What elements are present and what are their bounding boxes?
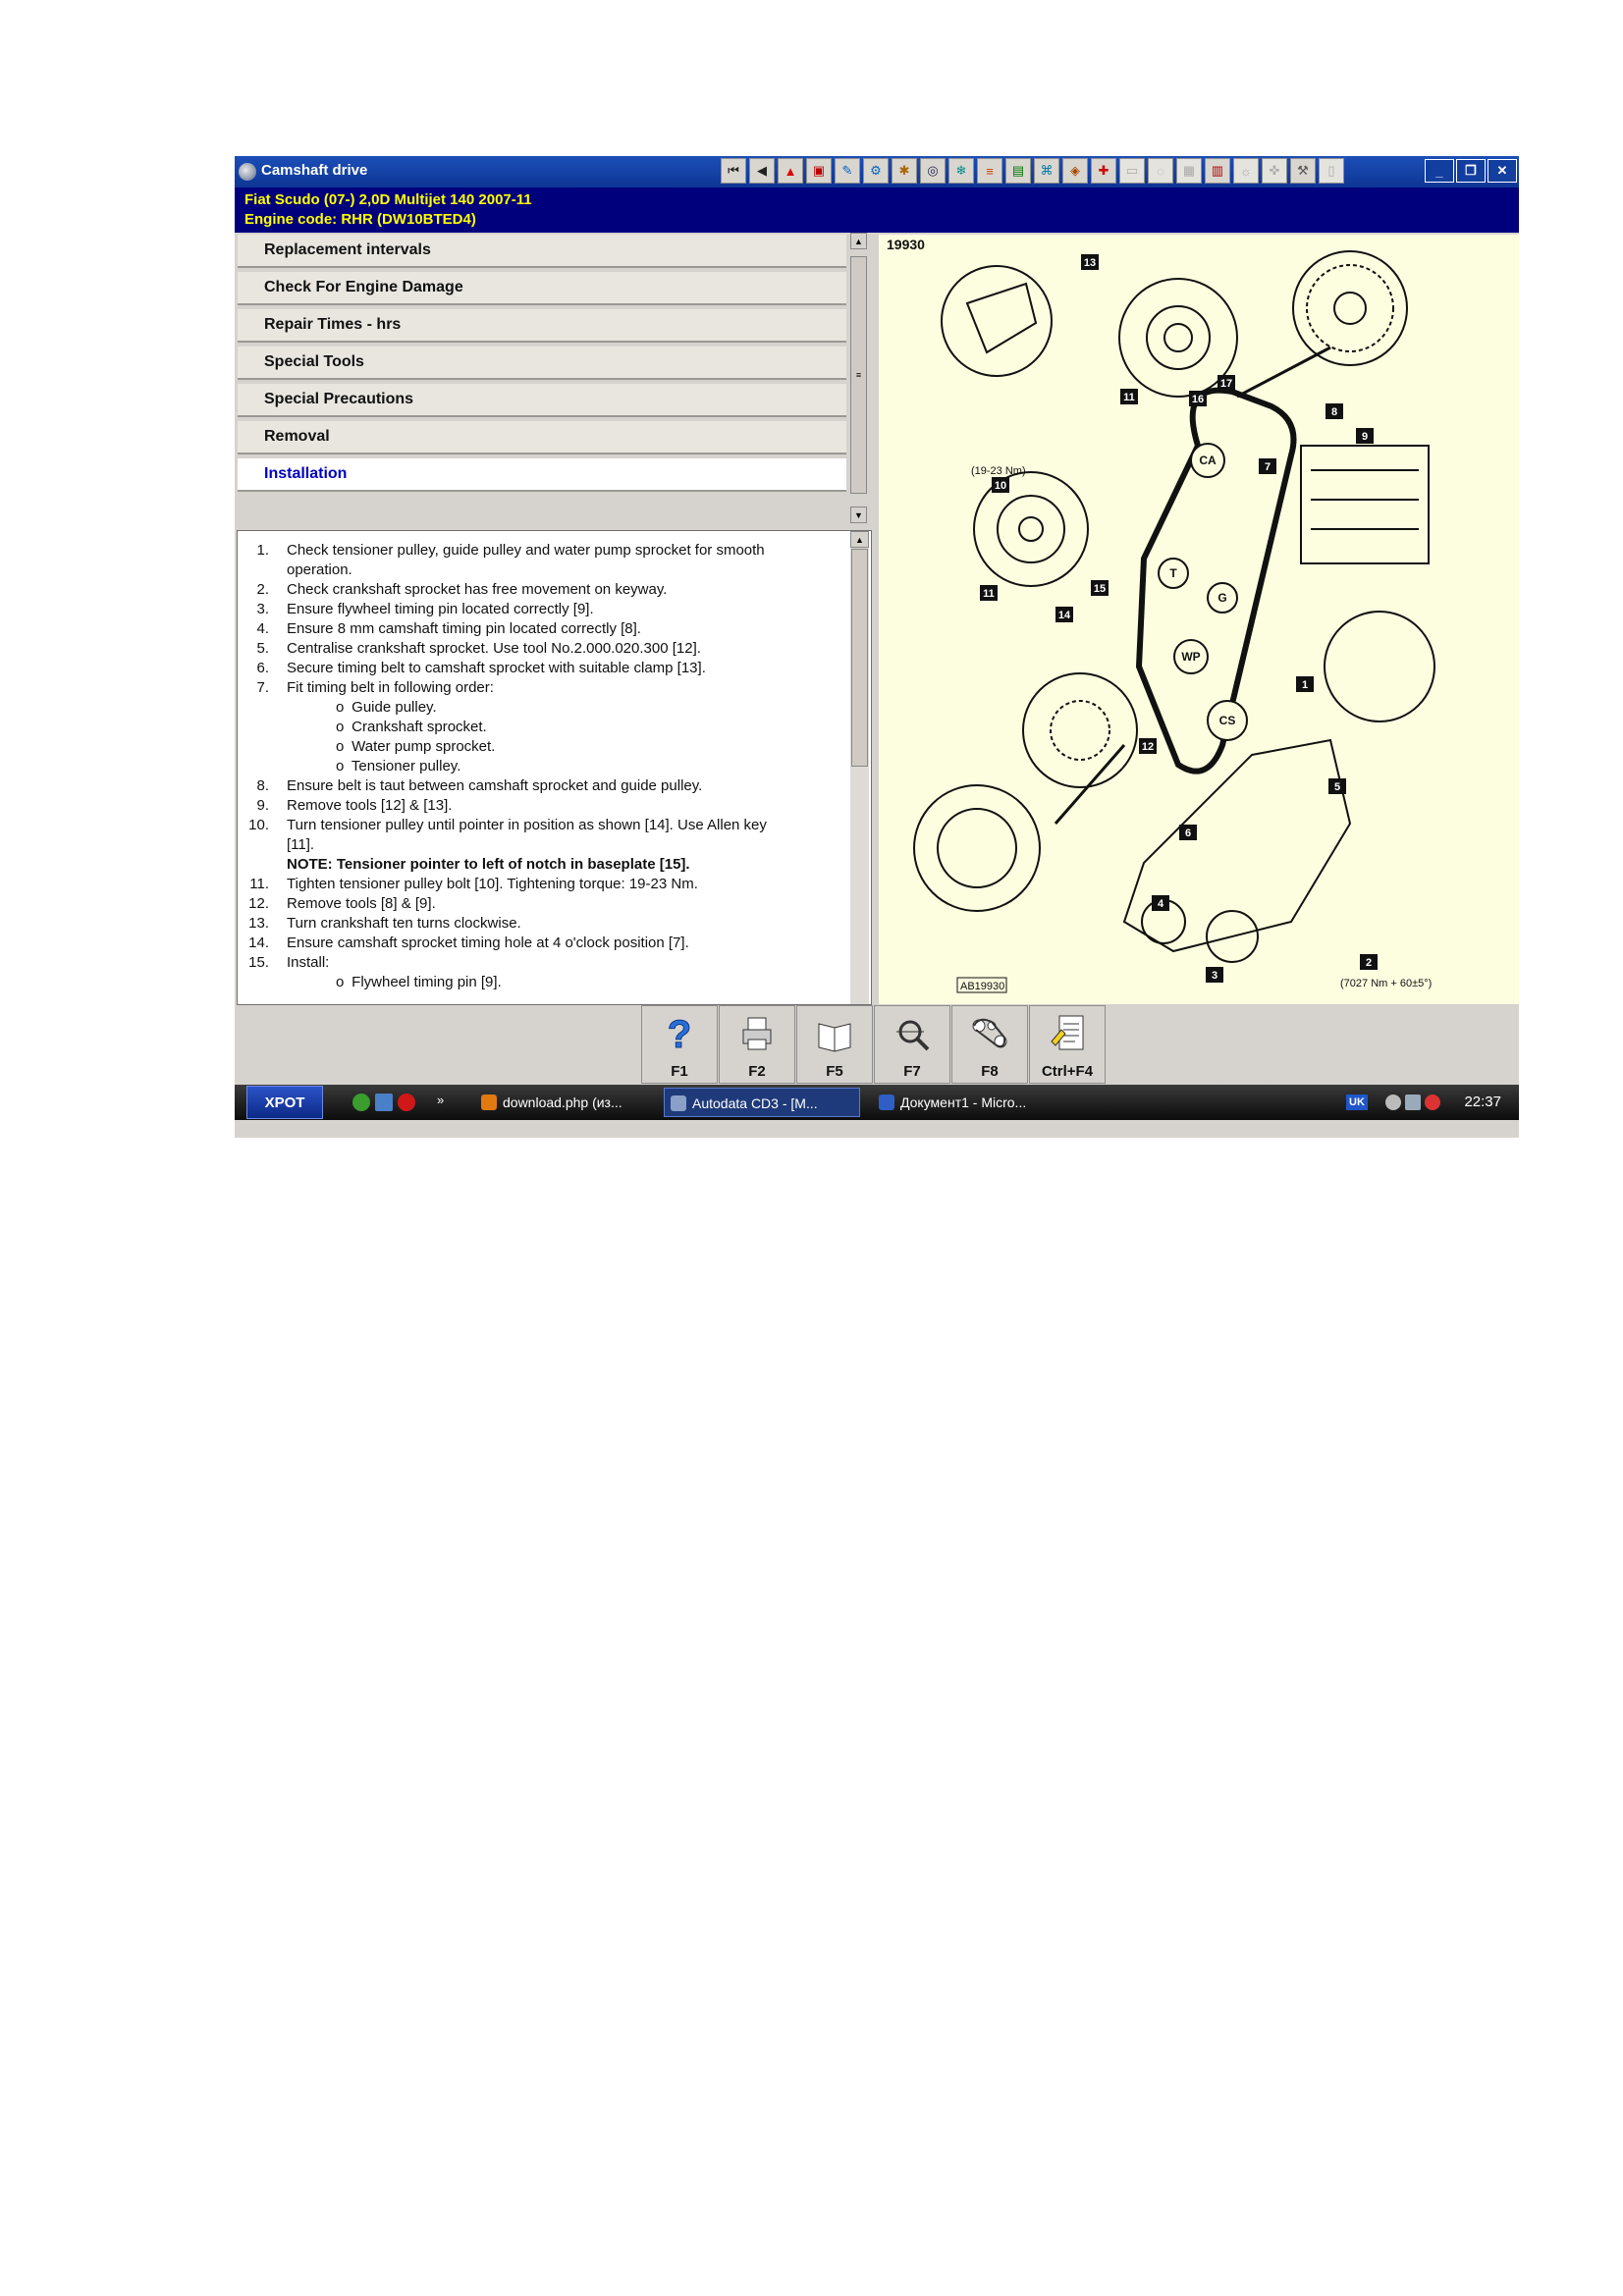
opera-icon[interactable] [398,1094,415,1111]
callout-5 [1328,778,1346,794]
pulley-label-wp: WP [1181,650,1201,664]
injection-icon[interactable]: ✎ [835,158,860,184]
callout-16 [1189,391,1207,406]
magnifier-icon [893,1012,932,1057]
quicklaunch-chevron-icon[interactable]: » [437,1093,445,1107]
svg-text:6: 6 [1184,828,1192,839]
engine-block-sketch [1301,446,1429,563]
f2-print-button[interactable]: F2 [719,1005,795,1084]
warning-icon[interactable]: ▲ [778,158,803,184]
service-icon[interactable]: ✚ [1091,158,1116,184]
scroll-down-icon[interactable]: ▼ [850,507,867,523]
callout-4 [1152,895,1169,911]
window-title: Camshaft drive [261,162,368,179]
svg-text:14: 14 [1057,610,1071,621]
svg-text:15: 15 [1093,583,1107,595]
detail-circle-crank-sprocket [1023,673,1137,787]
menu-item-special-precautions[interactable]: Special Precautions [238,384,846,417]
list-item: o Tensioner pulley. [336,758,461,774]
callout-11 [1120,389,1138,404]
svg-text:1: 1 [1301,679,1309,691]
disabled-tool-icon: ▯ [1319,158,1344,184]
system-tray [1323,1085,1519,1120]
detail-circle-tool [914,785,1040,911]
diagnostics-icon[interactable]: ▣ [806,158,832,184]
security-icon[interactable] [1425,1095,1440,1110]
detail-circle-cam-sprocket [1293,251,1407,365]
instructions-scrollbar[interactable] [850,531,869,1004]
firefox-icon [481,1095,497,1110]
detail-circle-tensioner-set [974,472,1088,586]
book-icon [815,1012,854,1057]
disabled-tool-icon: ✜ [1262,158,1287,184]
notes-icon [1048,1012,1087,1057]
tuning-icon[interactable]: ✱ [892,158,917,184]
app-icon [239,163,256,181]
first-page-icon[interactable]: ⏮ [721,158,746,184]
menu-item-check-engine-damage[interactable]: Check For Engine Damage [238,272,846,305]
leader-line [1055,745,1124,824]
autodata-window [235,156,1519,1138]
taskbar [235,1085,1519,1120]
menu-item-removal[interactable]: Removal [238,421,846,454]
autodata-icon [671,1095,686,1111]
function-key-bar [235,1005,1519,1085]
callout-13 [1081,254,1099,270]
disabled-tool-icon: ◌ [1148,158,1173,184]
window-controls [1425,159,1517,183]
leader-line [1237,347,1330,397]
pulley-label-ca: CA [1199,454,1217,467]
callout-3 [1206,967,1223,983]
pulley-label-t: T [1169,566,1177,580]
printer-icon [737,1012,777,1057]
belt-icon [970,1012,1009,1057]
diagram-id: 19930 [887,237,925,252]
svg-text:11: 11 [1123,392,1135,403]
menu-item-special-tools[interactable]: Special Tools [238,347,846,380]
engine-code: Engine code: RHR (DW10BTED4) [244,211,476,228]
list-item: o Water pump sprocket. [336,738,496,755]
detail-circle-flywheel-pin [1325,612,1434,721]
minimize-icon[interactable]: _ [1425,159,1454,183]
disabled-tool-icon: ▭ [1119,158,1145,184]
help-icon [660,1012,699,1057]
torque-label-crank: (7027 Nm + 60±5°) [1340,978,1433,989]
svg-text:16: 16 [1191,394,1205,405]
scroll-up-icon[interactable]: ▲ [850,531,869,548]
volume-icon[interactable] [1385,1095,1401,1110]
language-indicator[interactable]: UK [1346,1095,1368,1110]
clock: 22:37 [1464,1094,1501,1110]
callout-15 [1091,580,1109,596]
instructions-pane: 1. Check tensioner pulley, guide pulley and water pump sprocket for smooth operation. 2. Check crankshaft sprocket has free movement on keyway. 3. Ensure flywheel timing pin located correctly [9]. 4. Ensure 8 mm camshaft timing pin located correctly [8]. 5. Centralise crankshaft sprocket. Use tool No.2.000.020.300 [12]. 6. Secure timing belt to camshaft sprocket with suitable clamp [13]. 7. Fit timing belt in following order: o Guide pulley. o Crankshaft sprocket. o Water pump sprocket. o Tensioner pulley. 8. Ensure belt is taut between camshaft sprocket and guide pulley. 9. Remove tools [12] & [13]. 10. Turn tensioner pulley until pointer in position as shown [14]. Use Allen key [11]. NOTE: Tensioner pointer to left of notch in baseplate [15]. 11. Tighten tensioner pulley bolt [10]. Tightening torque: 19-23 Nm. 12. Remove tools [8] & [9]. 13. Turn crankshaft ten turns clockwise. 14. Ensure camshaft sprocket timing hole at 4 o'clock position [7]. 15. Install: o Flywheel timing pin [9]. [237,530,872,1005]
scroll-thumb[interactable]: ≡ [850,256,867,494]
engine-icon[interactable]: ◎ [920,158,946,184]
callout-7 [1259,458,1276,474]
torque-label-tensioner: (19-23 Nm) [971,465,1026,477]
svg-text:?: ? [667,1013,692,1056]
diagram-svg [879,235,1519,1004]
image-code: AB19930 [960,981,1005,992]
f1-help-button[interactable]: ? F1 [641,1005,718,1084]
callout-6 [1179,825,1197,840]
torrent-icon[interactable] [352,1094,370,1111]
svg-text:11: 11 [983,588,995,600]
svg-text:13: 13 [1083,257,1097,269]
menu-item-replacement-intervals[interactable]: Replacement intervals [238,235,846,268]
disabled-tool-icon: ▦ [1176,158,1202,184]
ctrl-f4-notes-button[interactable]: Ctrl+F4 [1029,1005,1106,1084]
menu-item-installation[interactable]: Installation [238,458,846,492]
toolbar [721,158,1344,186]
task-autodata[interactable]: Autodata CD3 - [M... [664,1088,860,1117]
desktop-icon[interactable] [375,1094,393,1111]
vehicle-model: Fiat Scudo (07-) 2,0D Multijet 140 2007-11 [244,191,532,208]
callout-2 [1360,954,1378,970]
callout-17 [1217,375,1235,391]
svg-text:8: 8 [1330,406,1338,418]
svg-text:7: 7 [1264,461,1271,473]
repair-times-icon[interactable]: ≡ [977,158,1002,184]
pulley-label-cs: CS [1218,714,1236,727]
start-button[interactable]: XPOT [246,1086,323,1119]
timing-cover-sketch [1124,740,1350,951]
list-item: o Flywheel timing pin [9]. [336,974,502,990]
task-word[interactable]: Документ1 - Micro... [873,1088,1069,1117]
callout-10 [992,477,1009,493]
svg-text:5: 5 [1333,781,1341,793]
timing-diagram [879,235,1519,1004]
f5-book-button[interactable]: F5 [796,1005,873,1084]
callout-9 [1356,428,1374,444]
aircon-icon[interactable]: ❄ [948,158,974,184]
belt-drive-icon[interactable]: ▤ [1005,158,1031,184]
word-icon [879,1095,894,1110]
scroll-thumb[interactable] [851,549,868,767]
section-menu [235,233,873,527]
disabled-tool-icon: ☼ [1233,158,1259,184]
menu-scrollbar[interactable] [850,233,867,523]
task-download[interactable]: download.php (из... [475,1088,652,1117]
ignition-icon[interactable]: ⚙ [863,158,889,184]
f7-search-button[interactable]: F7 [874,1005,950,1084]
tools-icon[interactable]: ⚒ [1290,158,1316,184]
svg-text:17: 17 [1219,378,1233,390]
callout-8 [1325,403,1343,419]
svg-text:12: 12 [1141,741,1155,753]
svg-text:9: 9 [1361,431,1369,443]
wiring-icon[interactable]: ⌘ [1034,158,1059,184]
menu-item-repair-times[interactable]: Repair Times - hrs [238,309,846,343]
close-icon[interactable]: ✕ [1488,159,1517,183]
vehicle-header [235,187,1519,233]
pulley-label-g: G [1217,591,1227,605]
title-bar [235,156,1519,187]
list-item: o Crankshaft sprocket. [336,719,487,735]
back-icon[interactable]: ◀ [749,158,775,184]
network-icon[interactable] [1405,1095,1421,1110]
calendar-icon[interactable]: ▥ [1205,158,1230,184]
scroll-up-icon[interactable]: ▲ [850,233,867,249]
f8-belt-button[interactable]: F8 [951,1005,1028,1084]
callout-14 [1055,607,1073,622]
svg-text:2: 2 [1365,957,1373,969]
svg-text:3: 3 [1211,970,1218,982]
callout-1 [1296,676,1314,692]
callout-12 [1139,738,1157,754]
svg-text:4: 4 [1157,898,1164,910]
list-item: o Guide pulley. [336,699,437,716]
callout-11b [980,585,998,601]
restore-icon[interactable]: ❐ [1456,159,1486,183]
svg-text:10: 10 [994,480,1007,492]
brakes-icon[interactable]: ◈ [1062,158,1088,184]
